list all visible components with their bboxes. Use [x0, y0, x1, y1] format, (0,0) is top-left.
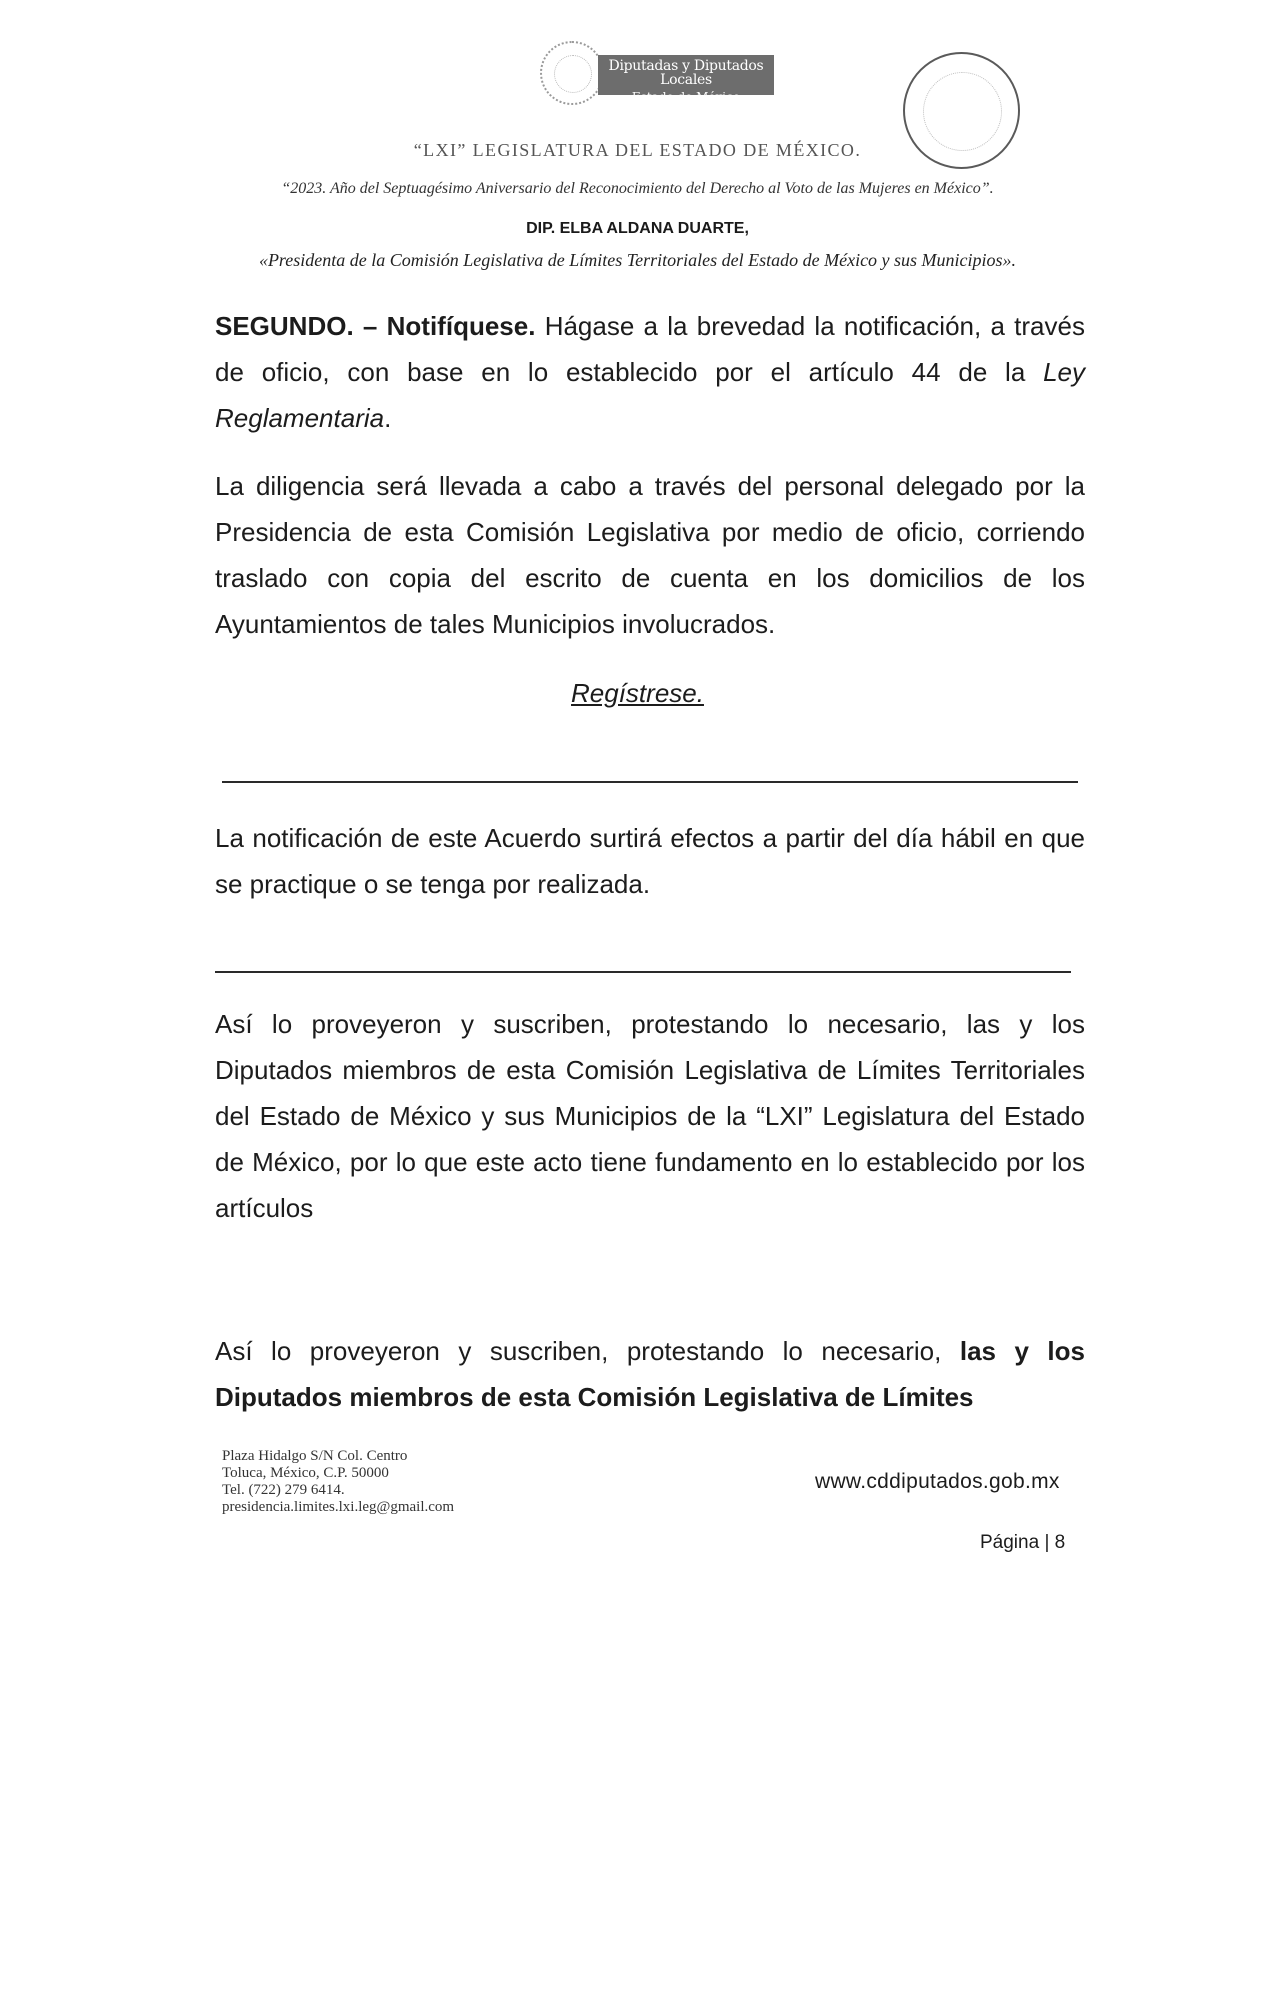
year-motto: “2023. Año del Septuagésimo Aniversario del Reconocimiento del Derecho al Voto de las Mujeres en México”.	[281, 180, 994, 197]
asi2-bold-text: las y los Diputados miembros de esta Comisión Legislativa de Límites	[215, 1336, 1085, 1412]
segundo-end: .	[384, 403, 392, 433]
segundo-text: Hágase a la brevedad la notificación, a través de oficio, con base en lo establecido por el artículo 44 de la	[215, 311, 1085, 387]
email-address: presidencia.limites.lxi.leg@gmail.com	[222, 1499, 455, 1515]
paragraph-asi-1: Así lo proveyeron y suscriben, protestando lo necesario, las y los Diputados miembros de esta Comisión Legislativa de Límites Territoriales del Estado de México y sus Municipios de la “LXI” Legislatura del Estado de México, por lo que este acto tiene fundamento en lo establecido por los artículos	[215, 1009, 1085, 1223]
segundo-label: SEGUNDO. – Notifíquese.	[215, 311, 536, 341]
congress-logo	[540, 35, 775, 115]
paragraph-segundo	[215, 303, 1085, 441]
phone-number: Tel. (722) 279 6414.	[222, 1482, 345, 1498]
logo-line-1: Diputadas y Diputados Locales	[608, 58, 764, 88]
asi2-plain-text: Así lo proveyeron y suscriben, protestando lo necesario,	[215, 1336, 960, 1366]
footer-address	[222, 1448, 454, 1516]
deputy-name: DIP. ELBA ALDANA DUARTE,	[526, 220, 749, 237]
segundo-ley-reference: Ley Reglamentaria	[215, 357, 1085, 433]
registrese-heading: Regístrese.	[571, 678, 704, 708]
congress-emblem-icon	[540, 41, 604, 105]
page-number: Página | 8	[980, 1532, 1066, 1553]
logo-line-2: Estado de México	[631, 90, 741, 104]
deputy-role: «Presidenta de la Comisión Legislativa de Límites Territoriales del Estado de México y sus Municipios».	[258, 250, 1017, 270]
divider-line	[215, 971, 1071, 973]
website-url: www.cddiputados.gob.mx	[815, 1470, 1060, 1493]
paragraph-asi-2	[215, 1328, 1085, 1420]
address-line-2: Toluca, México, C.P. 50000	[222, 1465, 389, 1481]
paragraph-diligencia: La diligencia será llevada a cabo a través del personal delegado por la Presidencia de esta Comisión Legislativa por medio de oficio, corriendo traslado con copia del escrito de cuenta en los domicilios de los Ayuntamientos de tales Municipios involucrados.	[215, 471, 1085, 639]
divider-line	[222, 781, 1078, 783]
paragraph-notificacion: La notificación de este Acuerdo surtirá efectos a partir del día hábil en que se practique o se tenga por realizada.	[215, 823, 1085, 899]
logo-banner	[598, 55, 774, 104]
legislature-heading: “LXI” LEGISLATURA DEL ESTADO DE MÉXICO.	[413, 140, 862, 160]
address-line-1: Plaza Hidalgo S/N Col. Centro	[222, 1448, 408, 1464]
